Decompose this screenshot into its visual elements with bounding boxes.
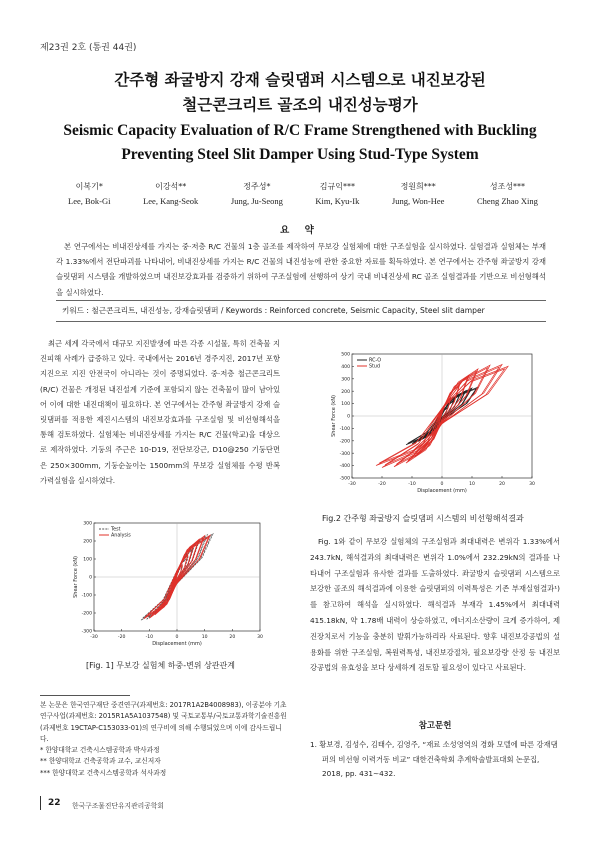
y-tick-label: -400 xyxy=(339,464,350,470)
fig2-chart xyxy=(322,349,540,501)
abstract-heading: 요 약 xyxy=(280,225,320,236)
y-tick-label: 300 xyxy=(341,377,350,383)
fig1-caption: [Fig. 1] 무보강 실험체 하중-변위 상관관계 xyxy=(86,661,235,670)
body-text-left: 최근 세계 각국에서 대규모 지진발생에 따른 각종 시설물, 특히 건축물 지진피해 사례가 급증하고 있다. 국내에서는 2016년 경주지진, 2017년 포항지진으로 지진 안전국이 아니라는 것이 증명되었다. 중·저층 철근콘크리트(R/C) 건물은 개정된 내진설계 기준에 포함되지 않는 건축물이 많이 남아있어 이에 대한 내진대책이 필요하다. 본 연구에서는 간주형 좌굴방지 강재 슬릿댐퍼를 적용한 제진시스템의 내진보강효과를 구조실험 및 비선형해석을 통해 검토하였다. 실험체는 비내진상세를 가지는 R/C 건물(학교)을 대상으로 제작하였다. 기둥의 주근은 10-D19, 전단보강근, D10@250 기둥단면은 250×300mm, 기둥순높이는 1500mm의 무보강 실험체를 수평 반복가력실험을 실시하였다. xyxy=(40,339,280,485)
x-tick-label: 20 xyxy=(229,635,236,640)
x-axis-label: Displacement (mm) xyxy=(152,641,202,647)
y-tick-label: 100 xyxy=(83,557,92,563)
title-korean-line2: 철근콘크리트 골조의 내진성능평가 xyxy=(182,96,418,114)
legend-label: RC-O xyxy=(369,358,382,364)
y-tick-label: -200 xyxy=(339,439,350,445)
y-tick-label: 0 xyxy=(347,414,350,420)
author-name-en: Jung, Ju-Seong xyxy=(230,196,283,206)
author-name-ko: 성조성*** xyxy=(489,182,526,191)
footnote-affiliation: * 한양대학교 건축시스템공학과 박사과정 xyxy=(40,746,160,755)
title-korean-line1: 간주형 좌굴방지 강재 슬릿댐퍼 시스템으로 내진보강된 xyxy=(114,71,486,89)
keywords-top-rule xyxy=(56,300,546,301)
author-name-ko: 정주성* xyxy=(243,182,271,191)
x-tick-label: 30 xyxy=(257,635,263,640)
keywords: 키워드 : 철근콘크리트, 내진성능, 강재슬릿댐퍼 / Keywords : Reinforced concrete, Seismic Capacity, Steel slit damper xyxy=(62,306,485,315)
author xyxy=(315,180,359,208)
title-english-line1: Seismic Capacity Evaluation of R/C Frame Strengthened with Buckling xyxy=(63,122,537,139)
fig2-caption: Fig.2 간주형 좌굴방지 슬릿댐퍼 시스템의 비선형해석결과 xyxy=(322,514,524,523)
issue-label: 제23권 2호 (통권 44권) xyxy=(40,43,137,53)
author-name-ko: 정원희*** xyxy=(400,182,436,191)
y-tick-label: 400 xyxy=(341,365,350,370)
fig1-chart xyxy=(68,518,268,650)
y-tick-label: 300 xyxy=(83,521,92,527)
references-heading: 참고문헌 xyxy=(418,721,452,731)
x-axis-label: Displacement (mm) xyxy=(417,488,467,494)
y-tick-label: -200 xyxy=(81,611,92,617)
author-name-ko: 이강석** xyxy=(155,182,187,191)
x-tick-label: 10 xyxy=(469,482,475,487)
footer-divider xyxy=(40,796,41,810)
x-tick-label: -10 xyxy=(145,635,154,640)
x-tick-label: 10 xyxy=(201,635,208,640)
journal-name: 한국구조물진단유지관리공학회 xyxy=(72,802,164,810)
author xyxy=(392,180,445,208)
y-tick-label: -500 xyxy=(339,476,350,482)
x-tick-label: -10 xyxy=(408,482,416,487)
author-name-en: Lee, Kang-Seok xyxy=(143,196,199,206)
author xyxy=(231,180,283,208)
author xyxy=(68,180,111,208)
y-tick-label: 200 xyxy=(83,539,92,545)
title-english-line2: Preventing Steel Slit Damper Using Stud-Type System xyxy=(121,146,479,163)
y-tick-label: -100 xyxy=(339,427,350,432)
y-tick-label: -300 xyxy=(339,451,350,457)
author-name-en: Kim, Kyu-Ik xyxy=(315,196,360,206)
x-tick-label: 0 xyxy=(440,482,444,487)
x-tick-label: -30 xyxy=(348,482,356,487)
x-tick-label: -30 xyxy=(90,635,98,640)
y-tick-label: 500 xyxy=(341,352,350,358)
y-tick-label: 100 xyxy=(341,402,350,408)
page-number: 22 xyxy=(48,798,61,808)
y-tick-label: 200 xyxy=(341,389,350,395)
footnote-funding: 본 논문은 한국연구재단 중견연구(과제번호: 2017R1A2B4008983), 이공분야 기초연구사업(과제번호: 2015R1A5A1037548) 및 국토교통부/국토교통과학기술진흥원 (과제번호 19CTAP-C153033-01)의 연구비에 의해 수행되었으며 이에 감사드립니다. xyxy=(40,701,287,743)
author-name-en: Jung, Won-Hee xyxy=(391,196,445,206)
author-name-ko: 김규익*** xyxy=(319,182,355,191)
x-tick-label: 20 xyxy=(499,482,505,487)
y-axis-label: Shear Force (kN) xyxy=(331,395,337,437)
reference-item: 1. 황보경, 김성수, 김태수, 김영주, “재료 소성영역의 경화 모델에 따른 강재댐퍼의 비선형 이력거동 비교” 대한건축학회 추계학술발표대회 논문집, 2018, pp. 431∼432. xyxy=(310,740,558,778)
footnote-rule xyxy=(40,695,130,696)
author-name-en: Cheng Zhao Xing xyxy=(477,196,538,206)
x-tick-label: -20 xyxy=(117,635,126,640)
keywords-bottom-rule xyxy=(56,321,546,322)
legend-label: Test xyxy=(111,527,121,533)
author xyxy=(477,180,538,208)
y-tick-label: -100 xyxy=(81,593,92,599)
author xyxy=(143,180,198,208)
footnotes xyxy=(40,700,290,779)
legend-label: Analysis xyxy=(111,533,131,539)
x-tick-label: -20 xyxy=(378,482,386,487)
author-list xyxy=(68,180,538,208)
x-tick-label: 30 xyxy=(529,482,535,487)
author-name-ko: 이복기* xyxy=(75,182,103,191)
y-axis-label: Shear Force (kN) xyxy=(73,556,79,598)
abstract-text: 본 연구에서는 비내진상세를 가지는 중·저층 R/C 건물의 1층 골조를 제작하여 무보강 실험체에 대한 구조실험을 실시하였다. 실험결과 실험체는 부재각 1.33%에서 전단파괴를 나타내어, 비내진상세를 가지는 R/C 건물의 내진성능에 관한 중요한 자료를 획득하였다. 본 연구에서는 간주형 좌굴방지 강재 슬릿댐퍼 시스템을 개발하였으며 내진보강효과를 검증하기 위하여 구조실험에 선행하여 상기 국내 비내진상세 RC 골조 실험결과를 기반으로 비선형해석을 실시하였다. xyxy=(56,242,546,297)
y-tick-label: 0 xyxy=(89,575,92,581)
legend-label: Stud xyxy=(369,364,381,370)
body-text-right: Fig. 1와 같이 무보강 실험체의 구조실험과 최대내력은 변위각 1.33%에서 243.7kN, 해석결과의 최대내력은 변위각 1.0%에서 232.29kN의 결과를 나타내어 구조실험과 유사한 결과를 도출하였다. 좌굴방지 슬릿댐퍼 시스템으로 보강한 골조의 해석결과에 이용한 슬릿댐퍼의 이력특성은 기존 부재실험결과¹)를 참고하여 해석을 실시하였다. 해석결과 부재각 1.45%에서 최대내력 415.18kN, 약 1.78배 내력이 상승하였고, 에너지소산량이 크게 증가하여, 제진장치로서 기능을 충분히 발휘가능하리라 사료된다. 향후 내진보강공법의 설용화를 위한 구조실험, 복원력특성, 내진보강절차, 필요보강량 산정 등 내진보강공법의 유효성을 보다 상세하게 검토할 필요성이 있다고 사료된다. xyxy=(310,537,560,673)
author-name-en: Lee, Bok-Gi xyxy=(68,196,111,206)
x-tick-label: 0 xyxy=(175,635,179,640)
footnote-affiliation: *** 한양대학교 건축시스템공학과 석사과정 xyxy=(40,768,167,777)
footnote-affiliation: ** 한양대학교 건축공학과 교수, 교신저자 xyxy=(40,757,161,766)
y-tick-label: -300 xyxy=(81,629,92,635)
